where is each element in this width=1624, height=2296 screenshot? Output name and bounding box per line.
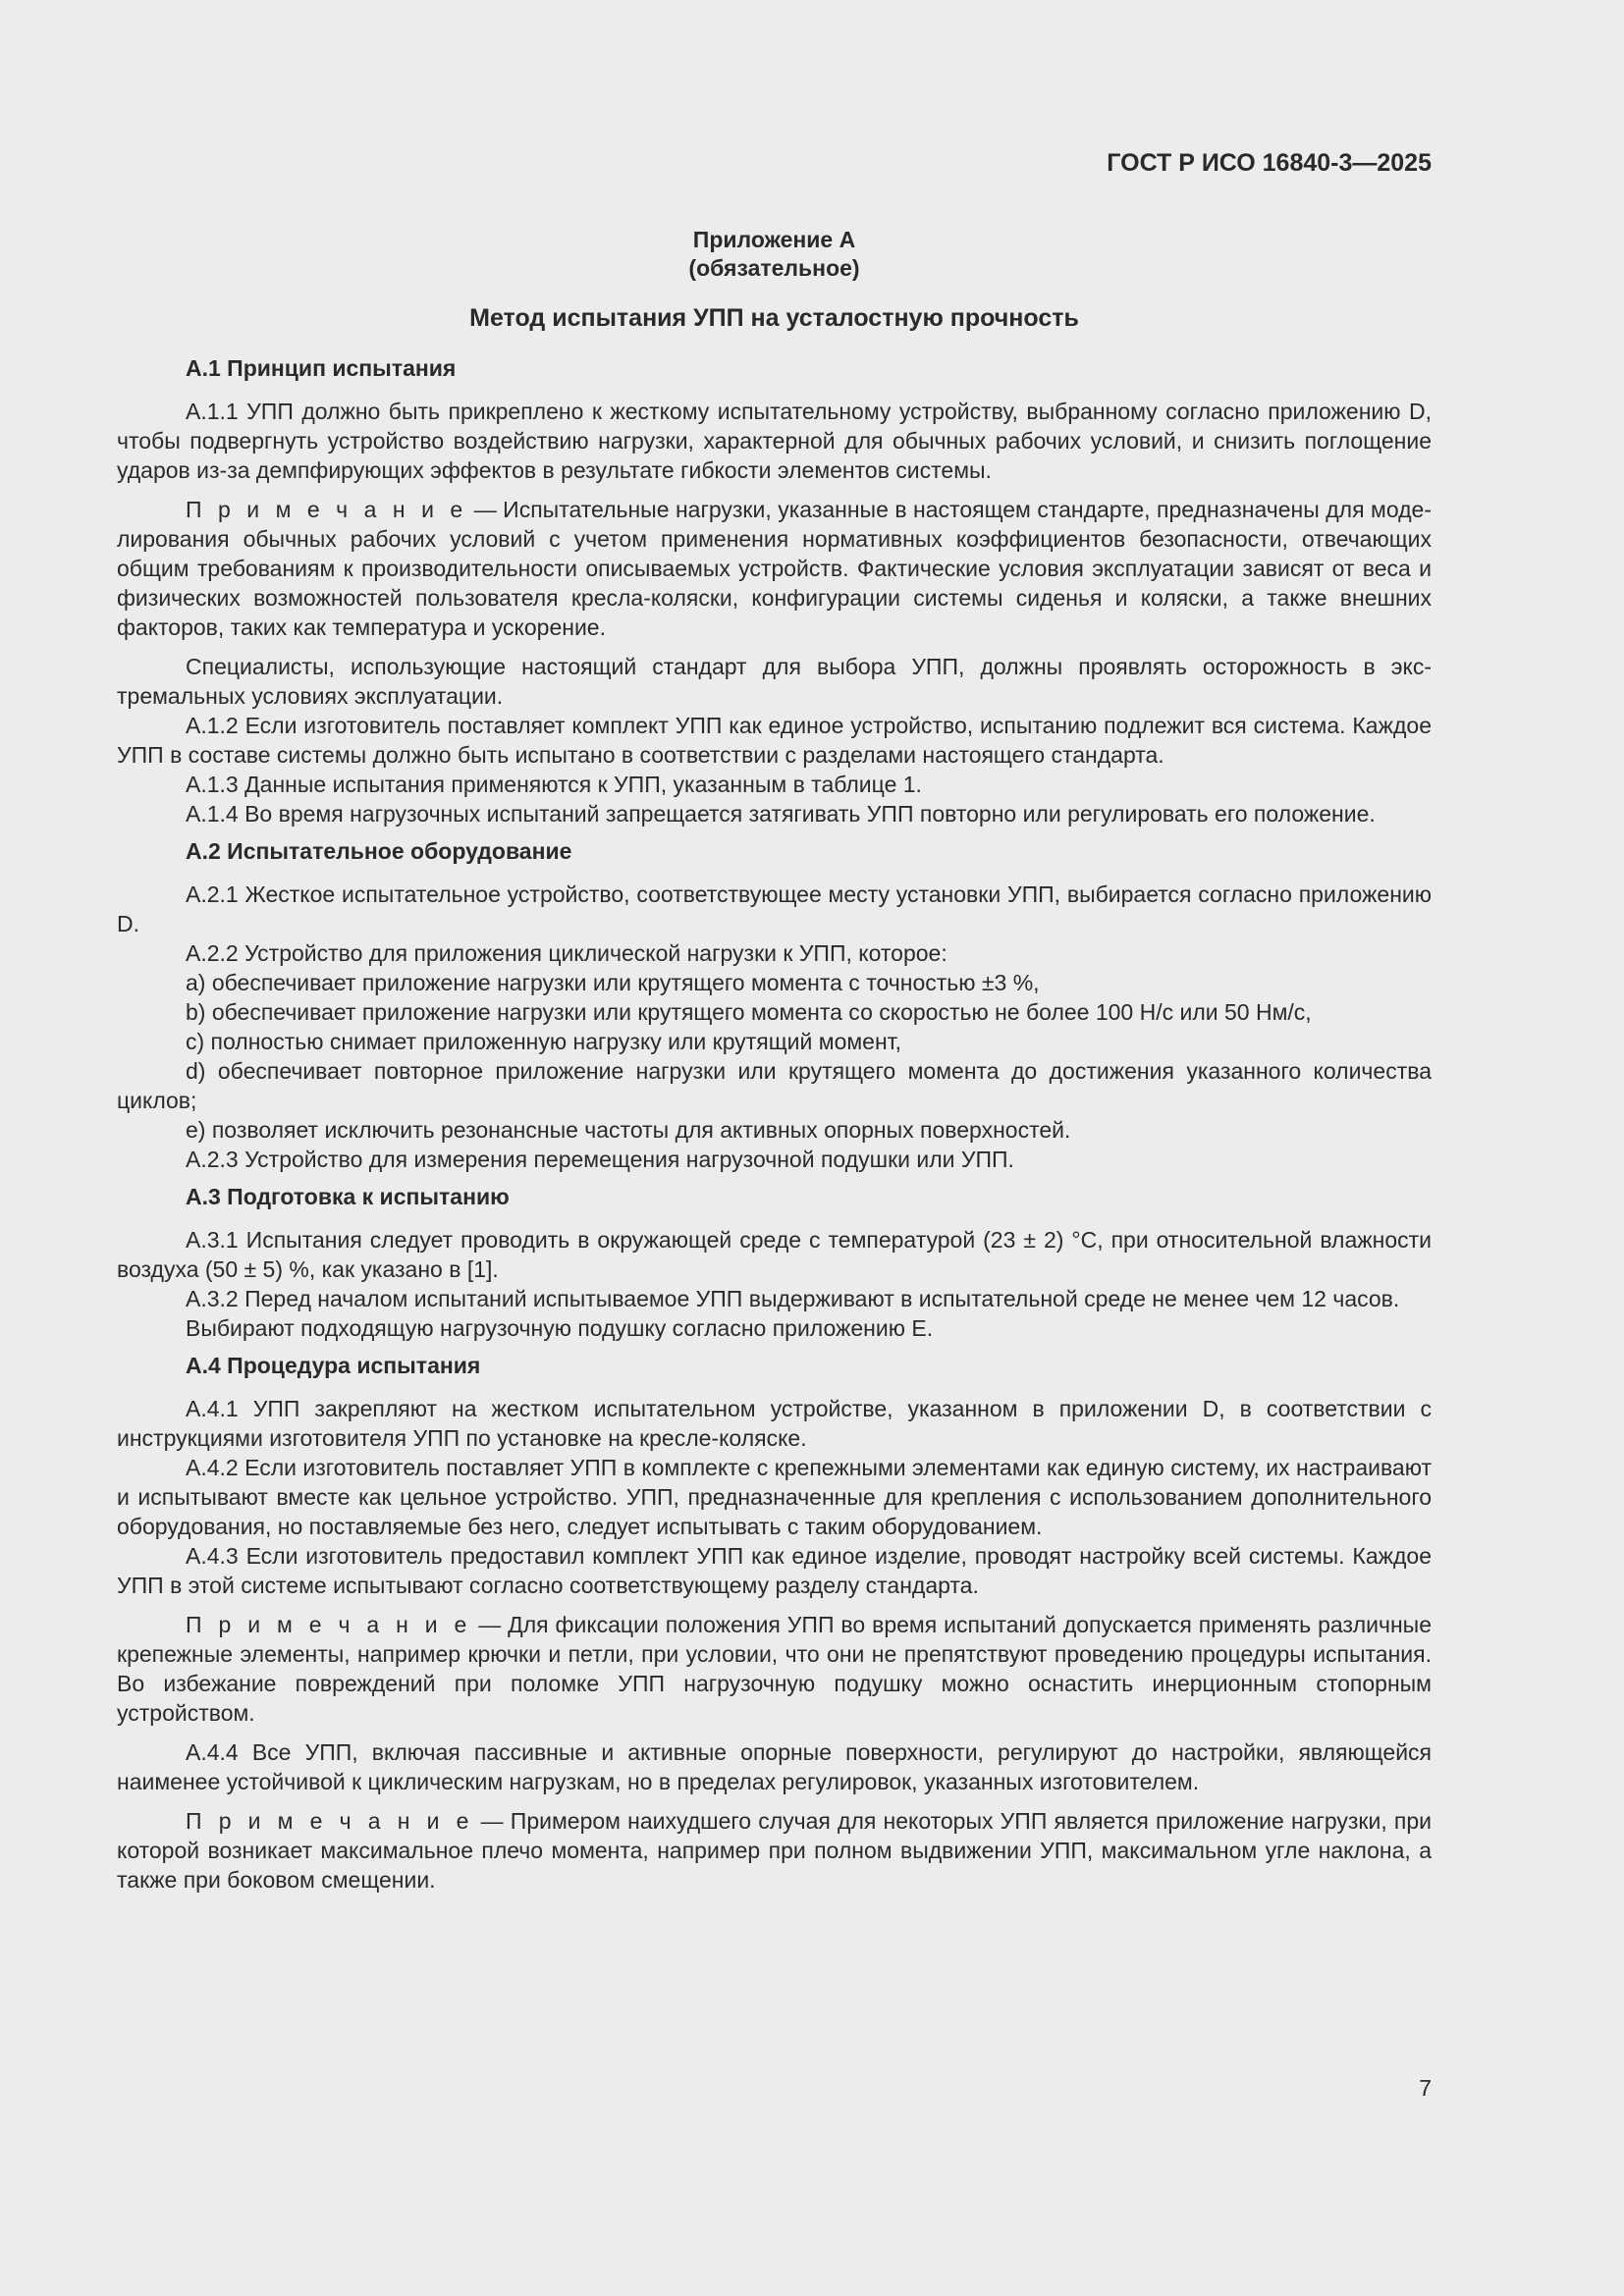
document-code: ГОСТ Р ИСО 16840-3—2025 [1107,149,1432,177]
annex-title: Приложение А [692,227,856,252]
list-item-e: е) позволяет исключить резонансные частоты для активных опорных поверхностей. [186,1117,1071,1143]
section-heading-a4: А.4 Процедура испытания [186,1353,481,1378]
note-label: П р и м е ч а н и е [186,497,468,522]
paragraph-a3-3: Выбирают подходящую нагрузочную подушку согласно приложению Е. [186,1315,934,1341]
paragraph-a4-1: А.4.1 УПП закрепляют на жестком испытательном устройстве, указанном в приложении D, в соответствии с инструкциями изготовителя УПП по установке на кресле-коляске. [117,1396,1432,1451]
note-label: П р и м е ч а н и е [186,1612,472,1637]
list-item-c: с) полностью снимает приложенную нагрузку или крутящий момент, [186,1029,902,1054]
list-item-d: d) обеспечивает повторное приложение нагрузки или крутящего момента до достижения указанного количества циклов; [117,1058,1432,1113]
note-a1 [117,495,1432,642]
annex-status: (обязательное) [688,255,860,281]
paragraph-a2-3: А.2.3 Устройство для измерения перемещения нагрузочной подушки или УПП. [186,1147,1014,1172]
paragraph-a4-3: А.4.3 Если изготовитель предоставил комплект УПП как единое изделие, проводят настройку всей системы. Каждое УПП в этой системе испытывают согласно соответствующему разделу стандарта. [117,1543,1432,1598]
paragraph-a4-2: А.4.2 Если изготовитель поставляет УПП в комплекте с крепежными элементами как единую систему, их настраивают и испытывают вместе как цельное устройство. УПП, предназначенные для крепления с использованием дополнительного оборудования, но поставляемые без него, следует испытывать с таким оборудованием. [117,1455,1432,1539]
page-content [117,226,1432,1895]
page-number: 7 [1419,2075,1432,2101]
page-title: Метод испытания УПП на усталостную прочность [469,304,1079,332]
note-text: — Для фиксации положения УПП во время испытаний допускается применять различные крепежные элементы, например крючки и петли, при условии, что они не препятствуют проведению процедуры испытания. Во избежание повреждений при поломке УПП нагрузочную подушку можно оснастить инерционным стопорным устройством. [117,1612,1432,1726]
list-item-b: b) обеспечивает приложение нагрузки или крутящего момента со скоростью не более 100 Н/с или 50 Нм/с, [186,999,1312,1025]
section-heading-a1: А.1 Принцип испытания [186,355,457,381]
paragraph-a1-2: А.1.2 Если изготовитель поставляет комплект УПП как единое устройство, испытанию подлежит вся система. Каждое УПП в составе системы должно быть испытано в соответствии с разделами настоящего стандарта. [117,713,1432,768]
paragraph-a1-4: А.1.4 Во время нагрузочных испытаний запрещается затягивать УПП повторно или регулировать его положение. [186,801,1376,827]
paragraph-a3-1: А.3.1 Испытания следует проводить в окружающей среде с температурой (23 ± 2) °С, при относительной влажности воздуха (50 ± 5) %, как указано в [1]. [117,1227,1432,1282]
note-text: — Испытательные нагрузки, указанные в настоящем стандарте, предназначены для моделирования обычных рабочих условий с учетом применения нормативных коэффициентов безопасности, отвечающих общим требованиям к производительности описываемых устройств. Фактические условия эксплуатации зависят от веса и физических возможностей пользователя кресла-коляски, конфигурации системы сиденья и коляски, а также внешних факторов, таких как температура и ускорение. [117,497,1432,640]
paragraph-specialists: Специалисты, использующие настоящий стандарт для выбора УПП, должны проявлять осторожность в экстремальных условиях эксплуатации. [117,654,1432,709]
paragraph-a2-1: А.2.1 Жесткое испытательное устройство, соответствующее месту установки УПП, выбирается согласно приложению D. [117,881,1432,936]
paragraph-a3-2: А.3.2 Перед началом испытаний испытываемое УПП выдерживают в испытательной среде не менее чем 12 часов. [186,1286,1400,1311]
note-label: П р и м е ч а н и е [186,1808,474,1834]
paragraph-a4-4: А.4.4 Все УПП, включая пассивные и активные опорные поверхности, регулируют до настройки, являющейся наименее устойчивой к циклическим нагрузкам, но в пределах регулировок, указанных изготовителем. [117,1739,1432,1794]
paragraph-a2-2: А.2.2 Устройство для приложения циклической нагрузки к УПП, которое: [186,940,947,966]
paragraph-a1-3: А.1.3 Данные испытания применяются к УПП, указанным в таблице 1. [186,772,922,797]
note-text: — Примером наихудшего случая для некоторых УПП является приложение нагрузки, при которой возникает максимальное плечо момента, например при полном выдвижении УПП, максимальном угле наклона, а также при боковом смещении. [117,1808,1432,1893]
note-a4-1 [117,1610,1432,1728]
section-heading-a3: А.3 Подготовка к испытанию [186,1184,510,1209]
list-item-a: а) обеспечивает приложение нагрузки или крутящего момента с точностью ±3 %, [186,970,1040,995]
section-heading-a2: А.2 Испытательное оборудование [186,838,572,864]
paragraph-a1-1: А.1.1 УПП должно быть прикреплено к жесткому испытательному устройству, выбранному согласно приложению D, чтобы подвергнуть устройство воздействию нагрузки, характерной для обычных рабочих условий, и снизить поглощение ударов из-за демпфирующих эффектов в результате гибкости элементов системы. [117,399,1432,483]
note-a4-2 [117,1806,1432,1895]
